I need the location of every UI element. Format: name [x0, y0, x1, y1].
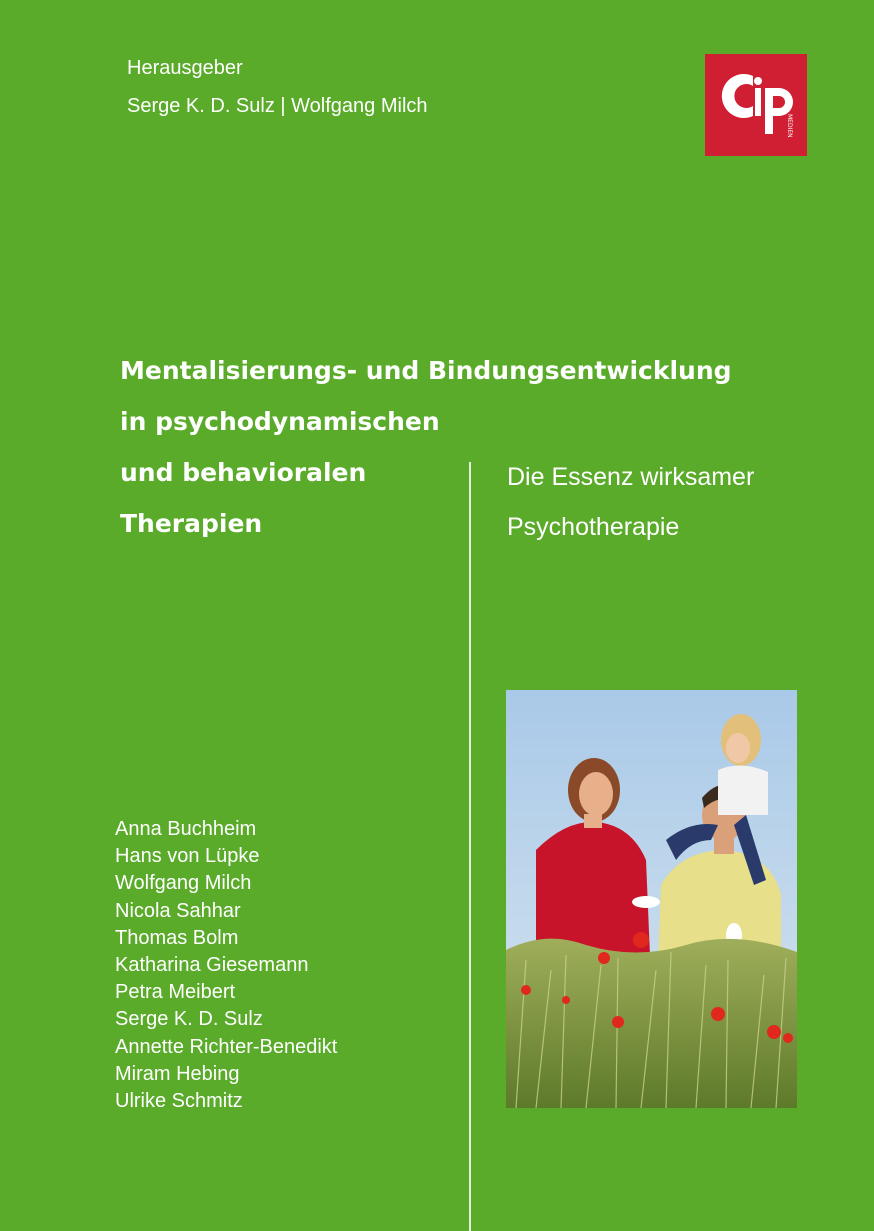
cip-logo-icon	[705, 54, 807, 156]
title-line: Mentalisierungs- und Bindungsentwicklung	[120, 356, 732, 385]
title-line: in psychodynamischen	[120, 407, 440, 436]
svg-text:MEDIEN: MEDIEN	[786, 114, 793, 138]
publisher-logo	[705, 54, 807, 156]
family-in-meadow-image	[506, 690, 797, 1108]
title-line: Therapien	[120, 509, 263, 538]
subtitle-line: Psychotherapie	[507, 513, 680, 541]
author-name: Miram Hebing	[115, 1062, 240, 1085]
series-subtitle	[507, 452, 754, 552]
vertical-divider	[469, 462, 471, 1231]
author-name: Thomas Bolm	[115, 926, 239, 949]
author-name: Katharina Giesemann	[115, 954, 309, 977]
author-name: Nicola Sahhar	[115, 899, 241, 922]
family-photo	[506, 690, 797, 1108]
author-name: Ulrike Schmitz	[115, 1090, 243, 1113]
author-name: Wolfgang Milch	[115, 872, 252, 895]
subtitle-line: Die Essenz wirksamer	[507, 463, 755, 491]
title-line: und behavioralen	[120, 458, 367, 487]
author-name: Anna Buchheim	[115, 818, 257, 840]
editors-names: Serge K. D. Sulz | Wolfgang Milch	[127, 95, 428, 117]
editors-label: Herausgeber	[127, 57, 243, 79]
author-name: Annette Richter-Benedikt	[115, 1035, 338, 1058]
author-name: Hans von Lüpke	[115, 845, 260, 868]
author-list	[115, 816, 337, 1115]
author-name: Serge K. D. Sulz	[115, 1008, 263, 1031]
author-name: Petra Meibert	[115, 981, 236, 1004]
